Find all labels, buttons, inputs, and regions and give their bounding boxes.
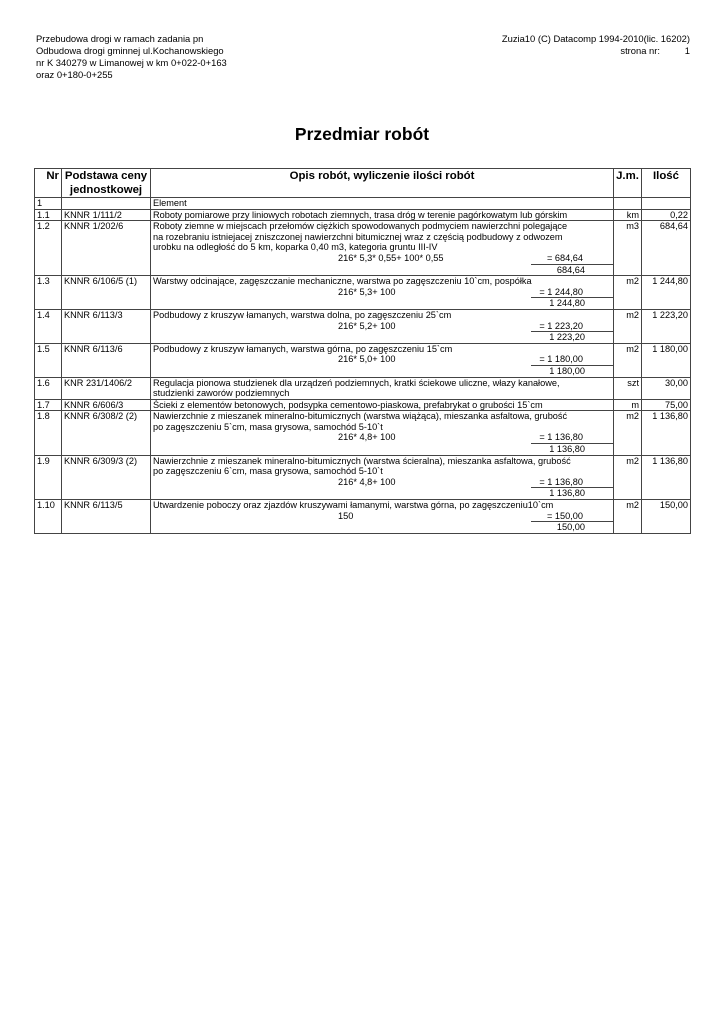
software-info [502,33,690,57]
work-description [151,198,614,210]
unit-of-measure: m2 [614,309,642,343]
price-basis: KNNR 6/113/3 [62,309,151,343]
quantity: 1 136,80 [642,411,691,455]
unit-of-measure: m2 [614,276,642,310]
project-line: nr K 340279 w Limanowej w km 0+022-0+163 [36,57,227,69]
quantity: 684,64 [642,221,691,276]
price-basis: KNNR 1/111/2 [62,209,151,221]
software-credit: Zuzia10 (C) Datacomp 1994-2010(lic. 16202) [501,33,690,44]
calculation-result: = 1 244,80 [539,286,583,297]
estimate-table [34,168,691,534]
work-description [151,377,614,399]
column-header-description: Opis robót, wyliczenie ilości robót [151,169,614,198]
description-line: Roboty ziemne w miejscach przełomów ciężkich spowodowanych podmyciem nawierzchni polegające [153,221,568,232]
work-description [151,411,614,455]
table-header-row [35,169,691,198]
description-line: Nawierzchnie z mieszanek mineralno-bitumicznych (warstwa wiążąca), mieszanka asfaltowa, grubość [153,411,568,422]
calculation-line [153,287,611,298]
subtotal-value: 1 136,80 [531,443,613,455]
column-header-quantity: Ilość [642,169,691,198]
unit-of-measure: m2 [614,343,642,377]
table-row [35,198,691,210]
calculation-line [153,354,611,365]
work-description [151,221,614,276]
quantity: 75,00 [642,399,691,411]
description-line: po zagęszczeniu 6`cm, masa grysowa, samochód 5-10`t [153,466,383,477]
work-description [151,343,614,377]
page-label: strona nr: [620,45,660,57]
calculation-result: = 684,64 [546,252,583,263]
quantity: 1 180,00 [642,343,691,377]
quantity: 150,00 [642,500,691,534]
unit-of-measure: m2 [614,411,642,455]
calculation-result: = 1 223,20 [539,320,583,331]
table-row [35,209,691,221]
project-description [36,33,227,81]
quantity: 1 244,80 [642,276,691,310]
table-row [35,399,691,411]
quantity: 1 136,80 [642,455,691,499]
page-title: Przedmiar robót [294,124,430,144]
row-number: 1.2 [35,221,62,276]
calculation-line [153,253,611,264]
table-row [35,221,691,276]
table-row [35,455,691,499]
table-row [35,377,691,399]
unit-of-measure: m [614,399,642,411]
calculation-result: = 150,00 [546,510,583,521]
calculation-line [153,432,611,443]
description-line: po zagęszczeniu 5`cm, masa grysowa, samochód 5-10`t [153,421,383,432]
unit-of-measure: szt [614,377,642,399]
quantity: 1 223,20 [642,309,691,343]
column-header-nr: Nr [35,169,62,198]
subtotal-value: 684,64 [531,264,613,276]
calculation-expression: 216* 5,3* 0,55+ 100* 0,55 [338,252,444,263]
price-basis: KNR 231/1406/2 [62,377,151,399]
quantity: 0,22 [642,209,691,221]
price-basis: KNNR 1/202/6 [62,221,151,276]
price-basis: KNNR 6/308/2 (2) [62,411,151,455]
calculation-expression: 216* 4,8+ 100 [338,432,396,443]
subtotal-value: 1 180,00 [531,365,613,377]
subtotal-value: 1 223,20 [531,331,613,343]
row-number: 1 [35,198,62,210]
calculation-line [153,511,611,522]
table-row [35,343,691,377]
description-line: Regulacja pionowa studzienek dla urządzeń podziemnych, kratki ściekowe uliczne, włazy kanałowe, [153,377,560,388]
calculation-line [153,321,611,332]
calculation-line [153,477,611,488]
calculation-expression: 216* 5,2+ 100 [338,320,396,331]
description-line: na rozebraniu istniejacej zniszczonej nawierzchni bitumicznej wraz z częścią podbudowy z odwozem [153,231,563,242]
table-row [35,276,691,310]
price-basis: KNNR 6/113/6 [62,343,151,377]
description-line: Podbudowy z kruszyw łamanych, warstwa dolna, po zagęszczeniu 25`cm [153,309,452,320]
table-row [35,411,691,455]
calculation-result: = 1 136,80 [539,476,583,487]
description-line: Ścieki z elementów betonowych, podsypka cementowo-piaskowa, prefabrykat o grubości 15`cm [153,399,543,410]
column-header-base: Podstawa ceny jednostkowej [62,169,151,198]
work-description [151,399,614,411]
page-number: 1 [684,45,690,57]
row-number: 1.5 [35,343,62,377]
row-number: 1.1 [35,209,62,221]
row-number: 1.3 [35,276,62,310]
description-line: Podbudowy z kruszyw łamanych, warstwa górna, po zagęszczeniu 15`cm [153,343,453,354]
price-basis: KNNR 6/106/5 (1) [62,276,151,310]
row-number: 1.6 [35,377,62,399]
calculation-result: = 1 180,00 [539,354,583,365]
calculation-result: = 1 136,80 [539,432,583,443]
row-number: 1.9 [35,455,62,499]
calculation-expression: 216* 5,0+ 100 [338,354,396,365]
price-basis: KNNR 6/606/3 [62,399,151,411]
unit-of-measure: m2 [614,500,642,534]
project-line: oraz 0+180-0+255 [36,69,113,81]
description-line: Warstwy odcinające, zagęszczanie mechaniczne, warstwa po zagęszczeniu 10`cm, pospółka [153,276,532,287]
row-number: 1.7 [35,399,62,411]
unit-of-measure: m2 [614,455,642,499]
calculation-expression: 216* 5,3+ 100 [338,286,396,297]
quantity: 30,00 [642,377,691,399]
unit-of-measure: m3 [614,221,642,276]
description-line: studzienki zaworów podziemnych [153,388,290,399]
price-basis: KNNR 6/113/5 [62,500,151,534]
calculation-expression: 150 [338,510,354,521]
work-description [151,276,614,310]
column-header-unit: J.m. [614,169,642,198]
description-line: Element [153,198,187,208]
table-row [35,500,691,534]
price-basis [62,198,151,210]
unit-of-measure: km [614,209,642,221]
work-description [151,309,614,343]
subtotal-value: 1 136,80 [531,487,613,499]
project-line: Przebudowa drogi w ramach zadania pn [36,33,204,44]
row-number: 1.4 [35,309,62,343]
price-basis: KNNR 6/309/3 (2) [62,455,151,499]
subtotal-value: 150,00 [531,521,613,533]
table-row [35,309,691,343]
unit-of-measure [614,198,642,210]
calculation-expression: 216* 4,8+ 100 [338,476,396,487]
description-line: Utwardzenie poboczy oraz zjazdów kruszywami łamanymi, warstwa górna, po zagęszczeniu10`cm [153,500,554,511]
description-line: Roboty pomiarowe przy liniowych robotach ziemnych, trasa dróg w terenie pagórkowatym lub górskim [153,209,568,220]
project-line: Odbudowa drogi gminnej ul.Kochanowskiego [36,45,224,57]
page-indicator [502,45,690,57]
row-number: 1.8 [35,411,62,455]
work-description [151,455,614,499]
quantity [642,198,691,210]
row-number: 1.10 [35,500,62,534]
description-line: urobku na odległość do 5 km, koparka 0,40 m3, kategoria gruntu III-IV [153,242,438,253]
work-description [151,500,614,534]
work-description [151,209,614,221]
description-line: Nawierzchnie z mieszanek mineralno-bitumicznych (warstwa ścieralna), mieszanka asfaltowa, grubość [153,455,571,466]
subtotal-value: 1 244,80 [531,297,613,309]
